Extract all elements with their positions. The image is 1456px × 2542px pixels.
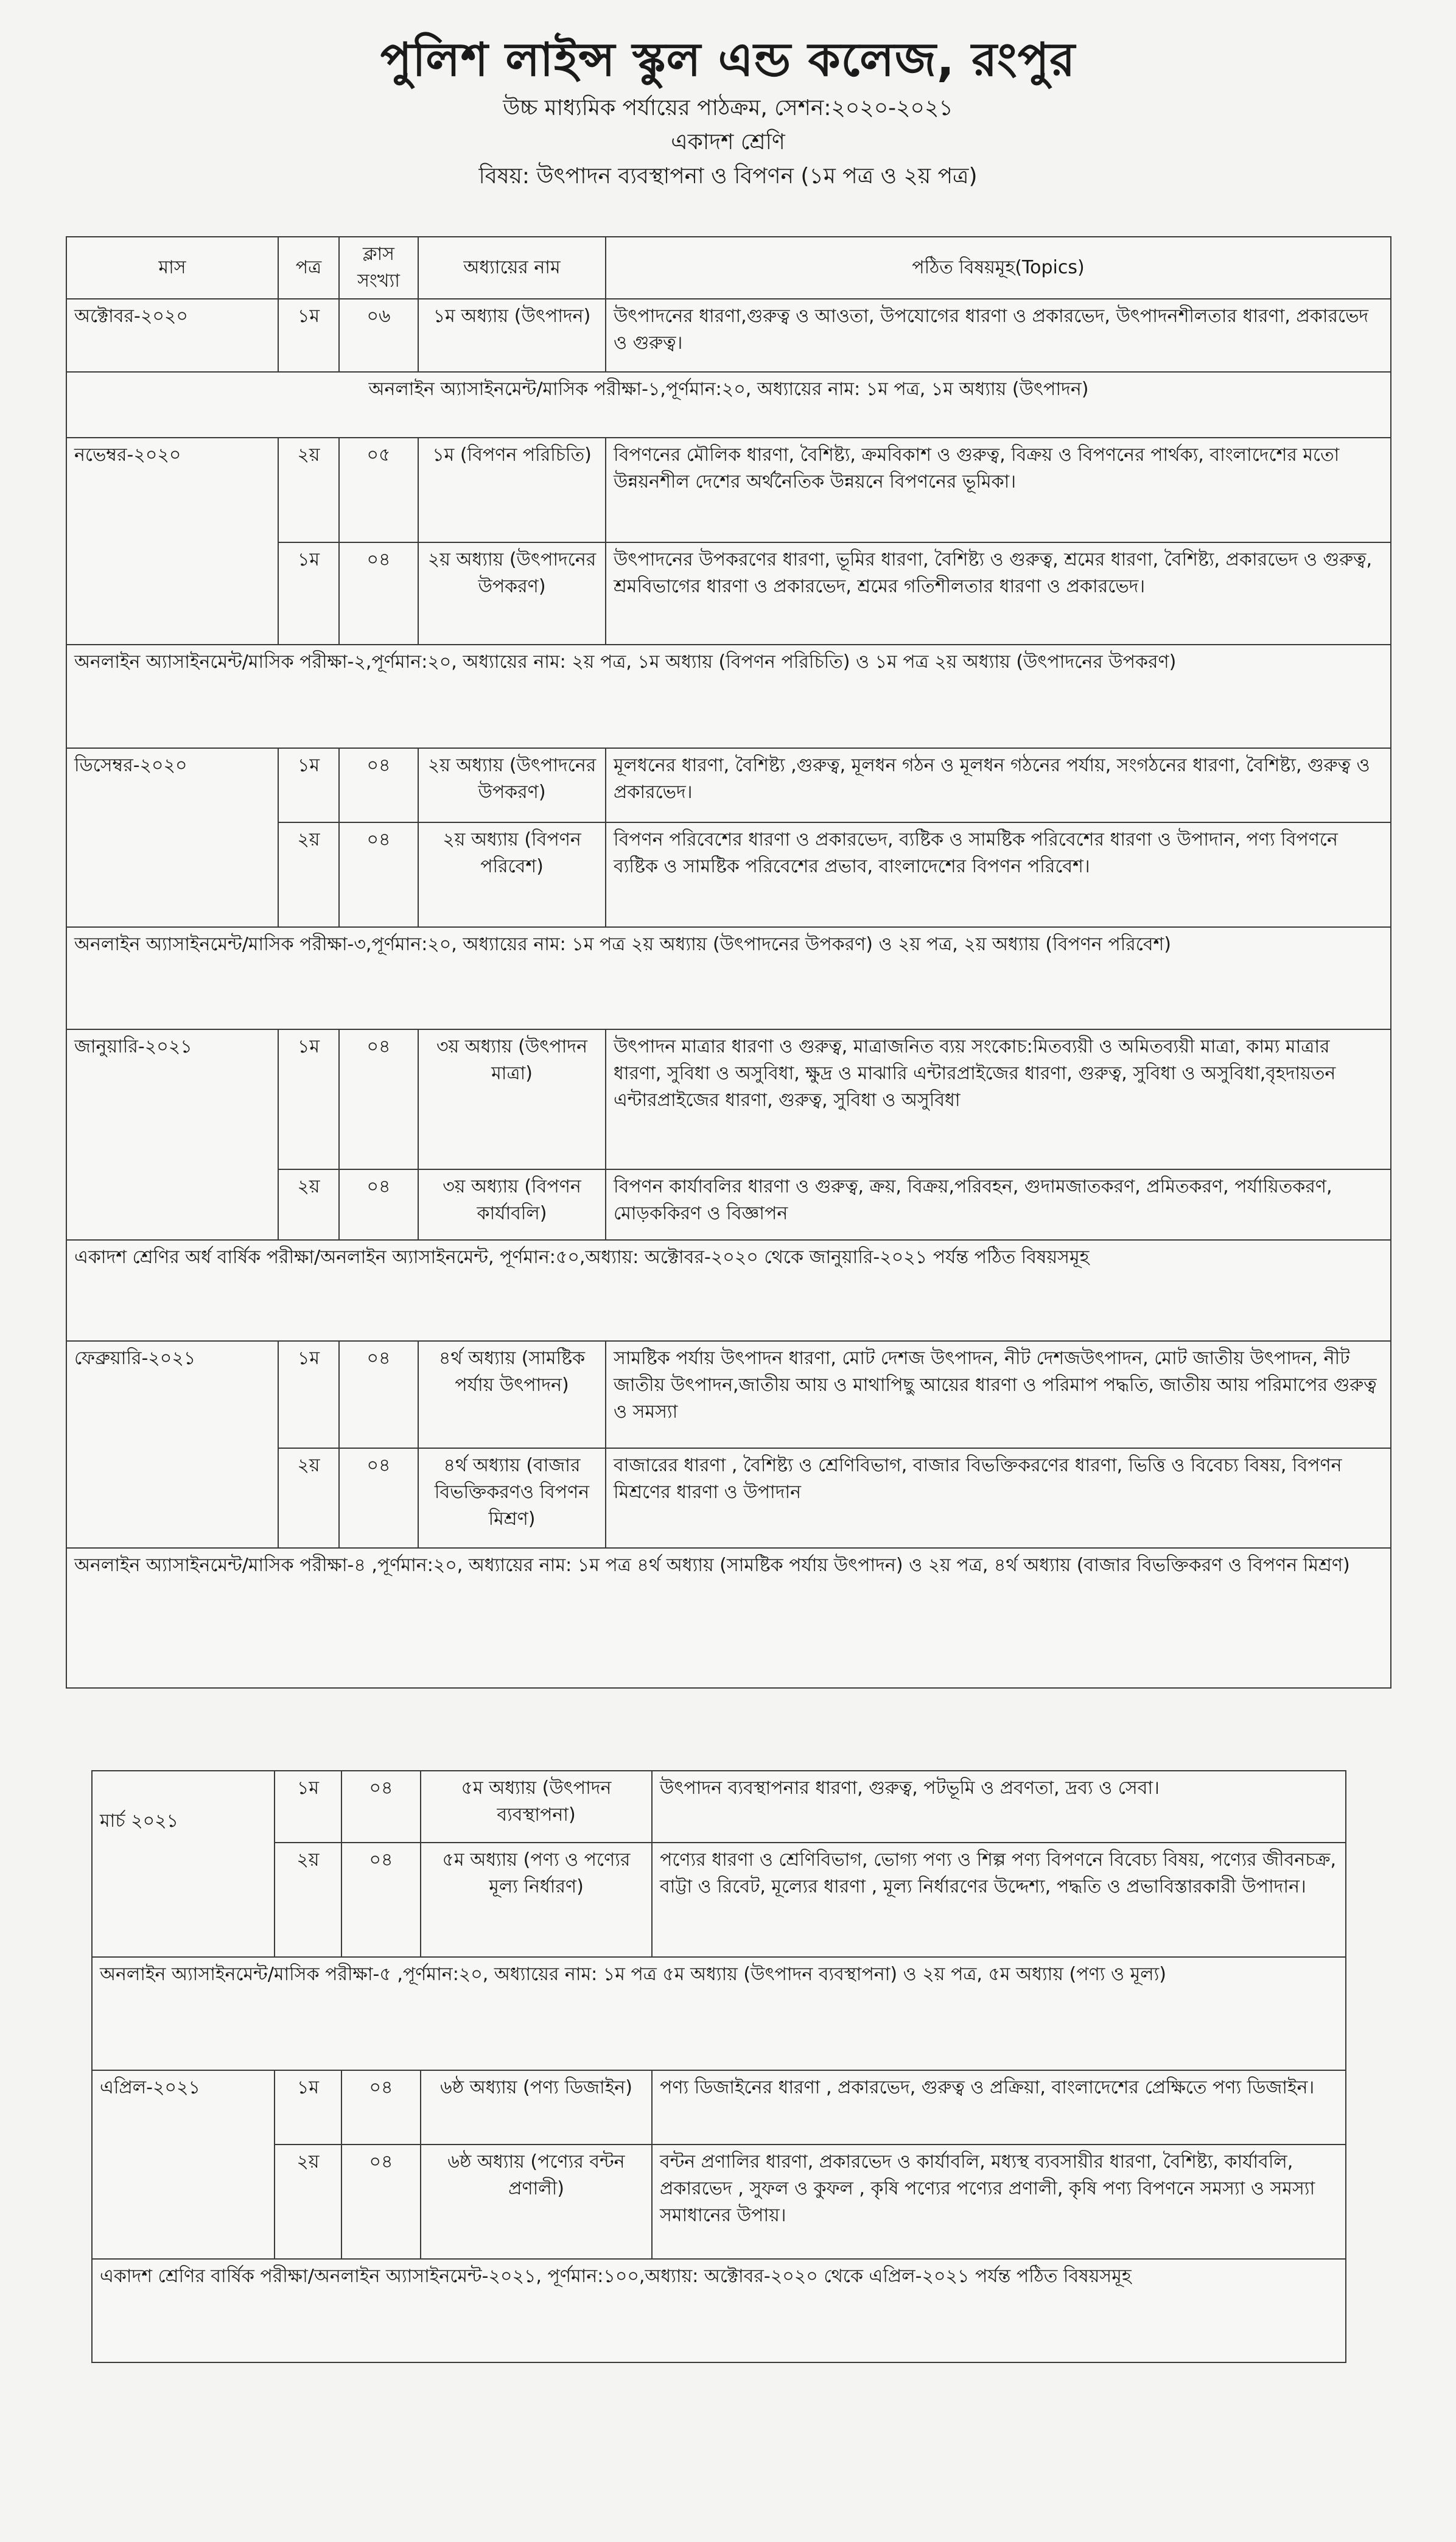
- month-cell: জানুয়ারি-২০২১: [66, 1029, 278, 1240]
- topics-cell: বাজারের ধারণা , বৈশিষ্ট্য ও শ্রেণিবিভাগ, বাজার বিভক্তিকরণের ধারণা, ভিত্তি ও বিবেচ্য বিষয়, বিপণন মিশ্রণের ধারণা ও উপাদান: [606, 1448, 1391, 1548]
- class-name: একাদশ শ্রেণি: [671, 130, 785, 155]
- subject-line: বিষয়: উৎপাদন ব্যবস্থাপনা ও বিপণন (১ম পত্র ও ২য় পত্র): [478, 164, 978, 189]
- paper-cell: ১ম: [278, 1029, 339, 1169]
- chapter-cell: ২য় অধ্যায় (বিপণন পরিবেশ): [418, 822, 606, 927]
- assessment-note: [92, 1957, 1346, 2070]
- chapter-cell: ১ম অধ্যায় (উৎপাদন): [418, 299, 606, 372]
- assessment-row: [66, 372, 1391, 438]
- assessment-row: [66, 1240, 1391, 1341]
- topics-cell: উৎপাদন ব্যবস্থাপনার ধারণা, গুরুত্ব, পটভূমি ও প্রবণতা, দ্রব্য ও সেবা।: [652, 1771, 1346, 1843]
- month-cell: ফেব্রুয়ারি-২০২১: [66, 1341, 278, 1548]
- classes-cell: ০৪: [341, 2070, 421, 2145]
- month-cell: এপ্রিল-২০২১: [92, 2070, 275, 2259]
- chapter-cell: ২য় অধ্যায় (উৎপাদনের উপকরণ): [418, 542, 606, 645]
- paper-cell: ১ম: [278, 748, 339, 822]
- classes-cell: ০৪: [339, 1448, 418, 1548]
- classes-cell: ০৪: [339, 1341, 418, 1448]
- topics-cell: সামষ্টিক পর্যায় উৎপাদন ধারণা, মোট দেশজ উৎপাদন, নীট দেশজউৎপাদন, মোট জাতীয় উৎপাদন, নীট জাতীয় উৎপাদন,জাতীয় আয় ও মাথাপিছু আয়ের ধারণা ও পরিমাপ পদ্ধতি, জাতীয় আয় পরিমাপের গুরুত্ব ও সমস্যা: [606, 1341, 1391, 1448]
- chapter-cell: ৪র্থ অধ্যায় (সামষ্টিক পর্যায় উৎপাদন): [418, 1341, 606, 1448]
- assessment-note-text: অনলাইন অ্যাসাইনমেন্ট/মাসিক পরীক্ষা-৫ ,পূর্ণমান:২০, অধ্যায়ের নাম: ১ম পত্র ৫ম অধ্যায় (উৎপাদন ব্যবস্থাপনা) ও ২য় পত্র, ৫ম অধ্যায় (পণ্য ও মূল্য): [100, 1964, 1166, 1985]
- chapter-cell: ৫ম অধ্যায় (উৎপাদন ব্যবস্থাপনা): [421, 1771, 652, 1843]
- classes-cell: ০৪: [339, 1169, 418, 1240]
- school-name: পুলিশ লাইন্স স্কুল এন্ড কলেজ, রংপুর: [380, 32, 1076, 86]
- assessment-note: অনলাইন অ্যাসাইনমেন্ট/মাসিক পরীক্ষা-৪ ,পূর্ণমান:২০, অধ্যায়ের নাম: ১ম পত্র ৪র্থ অধ্যায় (সামষ্টিক পর্যায় উৎপাদন) ও ২য় পত্র, ৪র্থ অধ্যায় (বাজার বিভক্তিকরণ ও বিপণন মিশ্রণ): [66, 1548, 1391, 1688]
- paper-cell: ২য়: [278, 1169, 339, 1240]
- topics-cell: বন্টন প্রণালির ধারণা, প্রকারভেদ ও কার্যাবলি, মধ্যস্থ ব্যবসায়ীর ধারণা, বৈশিষ্ট্য, কার্যাবলি, প্রকারভেদ , সুফল ও কুফল , কৃষি পণ্যের পণ্যের প্রণালী, কৃষি পণ্য বিপণনে সমস্যা ও সমস্যা সমাধানের উপায়।: [652, 2145, 1346, 2259]
- classes-cell: ০৬: [339, 299, 418, 372]
- topics-cell: উৎপাদনের ধারণা,গুরুত্ব ও আওতা, উপযোগের ধারণা ও প্রকারভেদ, উৎপাদনশীলতার ধারণা, প্রকারভেদ ও গুরুত্ব।: [606, 299, 1391, 372]
- header-chapter: অধ্যায়ের নাম: [418, 237, 606, 299]
- paper-cell: ১ম: [278, 299, 339, 372]
- header-paper: পত্র: [278, 237, 339, 299]
- topics-cell: পণ্য ডিজাইনের ধারণা , প্রকারভেদ, গুরুত্ব ও প্রক্রিয়া, বাংলাদেশের প্রেক্ষিতে পণ্য ডিজাইন।: [652, 2070, 1346, 2145]
- topics-cell: বিপণন কার্যাবলির ধারণা ও গুরুত্ব, ক্রয়, বিক্রয়,পরিবহন, গুদামজাতকরণ, প্রমিতকরণ, পর্যায়িতকরণ, মোড়ককিরণ ও বিজ্ঞাপন: [606, 1169, 1391, 1240]
- assessment-row: [66, 645, 1391, 748]
- table-row: [66, 438, 1391, 542]
- paper-cell: ২য়: [275, 1843, 341, 1957]
- syllabus-table-1: [66, 236, 1391, 1689]
- assessment-note: একাদশ শ্রেণির অর্ধ বার্ষিক পরীক্ষা/অনলাইন অ্যাসাইনমেন্ট, পূর্ণমান:৫০,অধ্যায়: অক্টোবর-২০২০ থেকে জানুয়ারি-২০২১ পর্যন্ত পঠিত বিষয়সমূহ: [66, 1240, 1391, 1341]
- classes-cell: ০৪: [341, 2145, 421, 2259]
- header-month: মাস: [66, 237, 278, 299]
- topics-cell: মূলধনের ধারণা, বৈশিষ্ট্য ,গুরুত্ব, মূলধন গঠন ও মূলধন গঠনের পর্যায়, সংগঠনের ধারণা, বৈশিষ্ট্য, গুরুত্ব ও প্রকারভেদ।: [606, 748, 1391, 822]
- paper-cell: ২য়: [278, 438, 339, 542]
- classes-cell: ০৪: [339, 1029, 418, 1169]
- assessment-note: অনলাইন অ্যাসাইনমেন্ট/মাসিক পরীক্ষা-৩,পূর্ণমান:২০, অধ্যায়ের নাম: ১ম পত্র ২য় অধ্যায় (উৎপাদনের উপকরণ) ও ২য় পত্র, ২য় অধ্যায় (বিপণন পরিবেশ): [66, 927, 1391, 1029]
- syllabus-table-2: [91, 1770, 1346, 2363]
- topics-cell: বিপণনের মৌলিক ধারণা, বৈশিষ্ট্য, ক্রমবিকাশ ও গুরুত্ব, বিক্রয় ও বিপণনের পার্থক্য, বাংলাদেশের মতো উন্নয়নশীল দেশের অর্থনৈতিক উন্নয়নে বিপণনের ভূমিকা।: [606, 438, 1391, 542]
- table-row: [66, 1029, 1391, 1169]
- assessment-row: [92, 1957, 1346, 2070]
- classes-cell: ০৪: [341, 1771, 421, 1843]
- curriculum-subtitle: উচ্চ মাধ্যমিক পর্যায়ের পাঠক্রম, সেশন:২০২০-২০২১: [503, 96, 953, 121]
- paper-cell: ১ম: [278, 542, 339, 645]
- paper-cell: ২য়: [278, 822, 339, 927]
- classes-cell: ০৪: [339, 542, 418, 645]
- assessment-note: অনলাইন অ্যাসাইনমেন্ট/মাসিক পরীক্ষা-১,পূর্ণমান:২০, অধ্যায়ের নাম: ১ম পত্র, ১ম অধ্যায় (উৎপাদন): [66, 372, 1391, 438]
- chapter-cell: ৪র্থ অধ্যায় (বাজার বিভক্তিকরণও বিপণন মিশ্রণ): [418, 1448, 606, 1548]
- paper-cell: ১ম: [275, 2070, 341, 2145]
- header-topics: পঠিত বিষয়মূহ(Topics): [606, 237, 1391, 299]
- topics-cell: বিপণন পরিবেশের ধারণা ও প্রকারভেদ, ব্যষ্টিক ও সামষ্টিক পরিবেশের ধারণা ও উপাদান, পণ্য বিপণনে ব্যষ্টিক ও সামষ্টিক পরিবেশের প্রভাব, বাংলাদেশের বিপণন পরিবেশ।: [606, 822, 1391, 927]
- table-row: [92, 2145, 1346, 2259]
- month-cell: নভেম্বর-২০২০: [66, 438, 278, 645]
- chapter-cell: ৬ষ্ঠ অধ্যায় (পণ্য ডিজাইন): [421, 2070, 652, 2145]
- table-row: [92, 1771, 1346, 1843]
- month-cell: অক্টোবর-২০২০: [66, 299, 278, 372]
- assessment-note: একাদশ শ্রেণির বার্ষিক পরীক্ষা/অনলাইন অ্যাসাইনমেন্ট-২০২১, পূর্ণমান:১০০,অধ্যায়: অক্টোবর-২০২০ থেকে এপ্রিল-২০২১ পর্যন্ত পঠিত বিষয়সমূহ: [92, 2259, 1346, 2362]
- topics-cell: উৎপাদনের উপকরণের ধারণা, ভূমির ধারণা, বৈশিষ্ট্য ও গুরুত্ব, শ্রমের ধারণা, বৈশিষ্ট্য, প্রকারভেদ ও গুরুত্ব, শ্রমবিভাগের ধারণা ও প্রকারভেদ, শ্রমের গতিশীলতার ধারণা ও প্রকারভেদ।: [606, 542, 1391, 645]
- table-row: [66, 1341, 1391, 1448]
- table-row: [66, 299, 1391, 372]
- assessment-row: [66, 927, 1391, 1029]
- classes-cell: ০৫: [339, 438, 418, 542]
- chapter-cell: ৩য় অধ্যায় (বিপণন কার্যাবলি): [418, 1169, 606, 1240]
- month-cell: ডিসেম্বর-২০২০: [66, 748, 278, 927]
- chapter-cell: ৬ষ্ঠ অধ্যায় (পণ্যের বন্টন প্রণালী): [421, 2145, 652, 2259]
- topics-cell: পণ্যের ধারণা ও শ্রেণিবিভাগ, ভোগ্য পণ্য ও শিল্প পণ্য বিপণনে বিবেচ্য বিষয়, পণ্যের জীবনচক্র, বাট্টা ও রিবেট, মূল্যের ধারণা , মূল্য নির্ধারণের উদ্দেশ্য, পদ্ধতি ও প্রভাবিস্তারকারী উপাদান।: [652, 1843, 1346, 1957]
- paper-cell: ২য়: [278, 1448, 339, 1548]
- header-class-count: ক্লাস সংখ্যা: [339, 237, 418, 299]
- assessment-row: [92, 2259, 1346, 2362]
- chapter-cell: ৫ম অধ্যায় (পণ্য ও পণ্যের মূল্য নির্ধারণ): [421, 1843, 652, 1957]
- table-row: [92, 2070, 1346, 2145]
- paper-cell: ২য়: [275, 2145, 341, 2259]
- classes-cell: ০৪: [341, 1843, 421, 1957]
- chapter-cell: ১ম (বিপণন পরিচিতি): [418, 438, 606, 542]
- classes-cell: ০৪: [339, 748, 418, 822]
- paper-cell: ১ম: [278, 1341, 339, 1448]
- table-row: [66, 748, 1391, 822]
- chapter-cell: ২য় অধ্যায় (উৎপাদনের উপকরণ): [418, 748, 606, 822]
- paper-cell: ১ম: [275, 1771, 341, 1843]
- classes-cell: ০৪: [339, 822, 418, 927]
- assessment-row: [66, 1548, 1391, 1688]
- topics-cell: উৎপাদন মাত্রার ধারণা ও গুরুত্ব, মাত্রাজনিত ব্যয় সংকোচ:মিতব্যয়ী ও অমিতব্যয়ী মাত্রা, কাম্য মাত্রার ধারণা, সুবিধা ও অসুবিধা, ক্ষুদ্র ও মাঝারি এন্টারপ্রাইজের ধারণা, গুরুত্ব, সুবিধা ও অসুবিধা,বৃহদায়তন এন্টারপ্রাইজের ধারণা, গুরুত্ব, সুবিধা ও অসুবিধা: [606, 1029, 1391, 1169]
- chapter-cell: ৩য় অধ্যায় (উৎপাদন মাত্রা): [418, 1029, 606, 1169]
- table-header-row: [66, 237, 1391, 299]
- month-cell: মার্চ ২০২১: [92, 1771, 275, 1957]
- table-row: [92, 1843, 1346, 1957]
- assessment-note: অনলাইন অ্যাসাইনমেন্ট/মাসিক পরীক্ষা-২,পূর্ণমান:২০, অধ্যায়ের নাম: ২য় পত্র, ১ম অধ্যায় (বিপণন পরিচিতি) ও ১ম পত্র ২য় অধ্যায় (উৎপাদনের উপকরণ): [66, 645, 1391, 748]
